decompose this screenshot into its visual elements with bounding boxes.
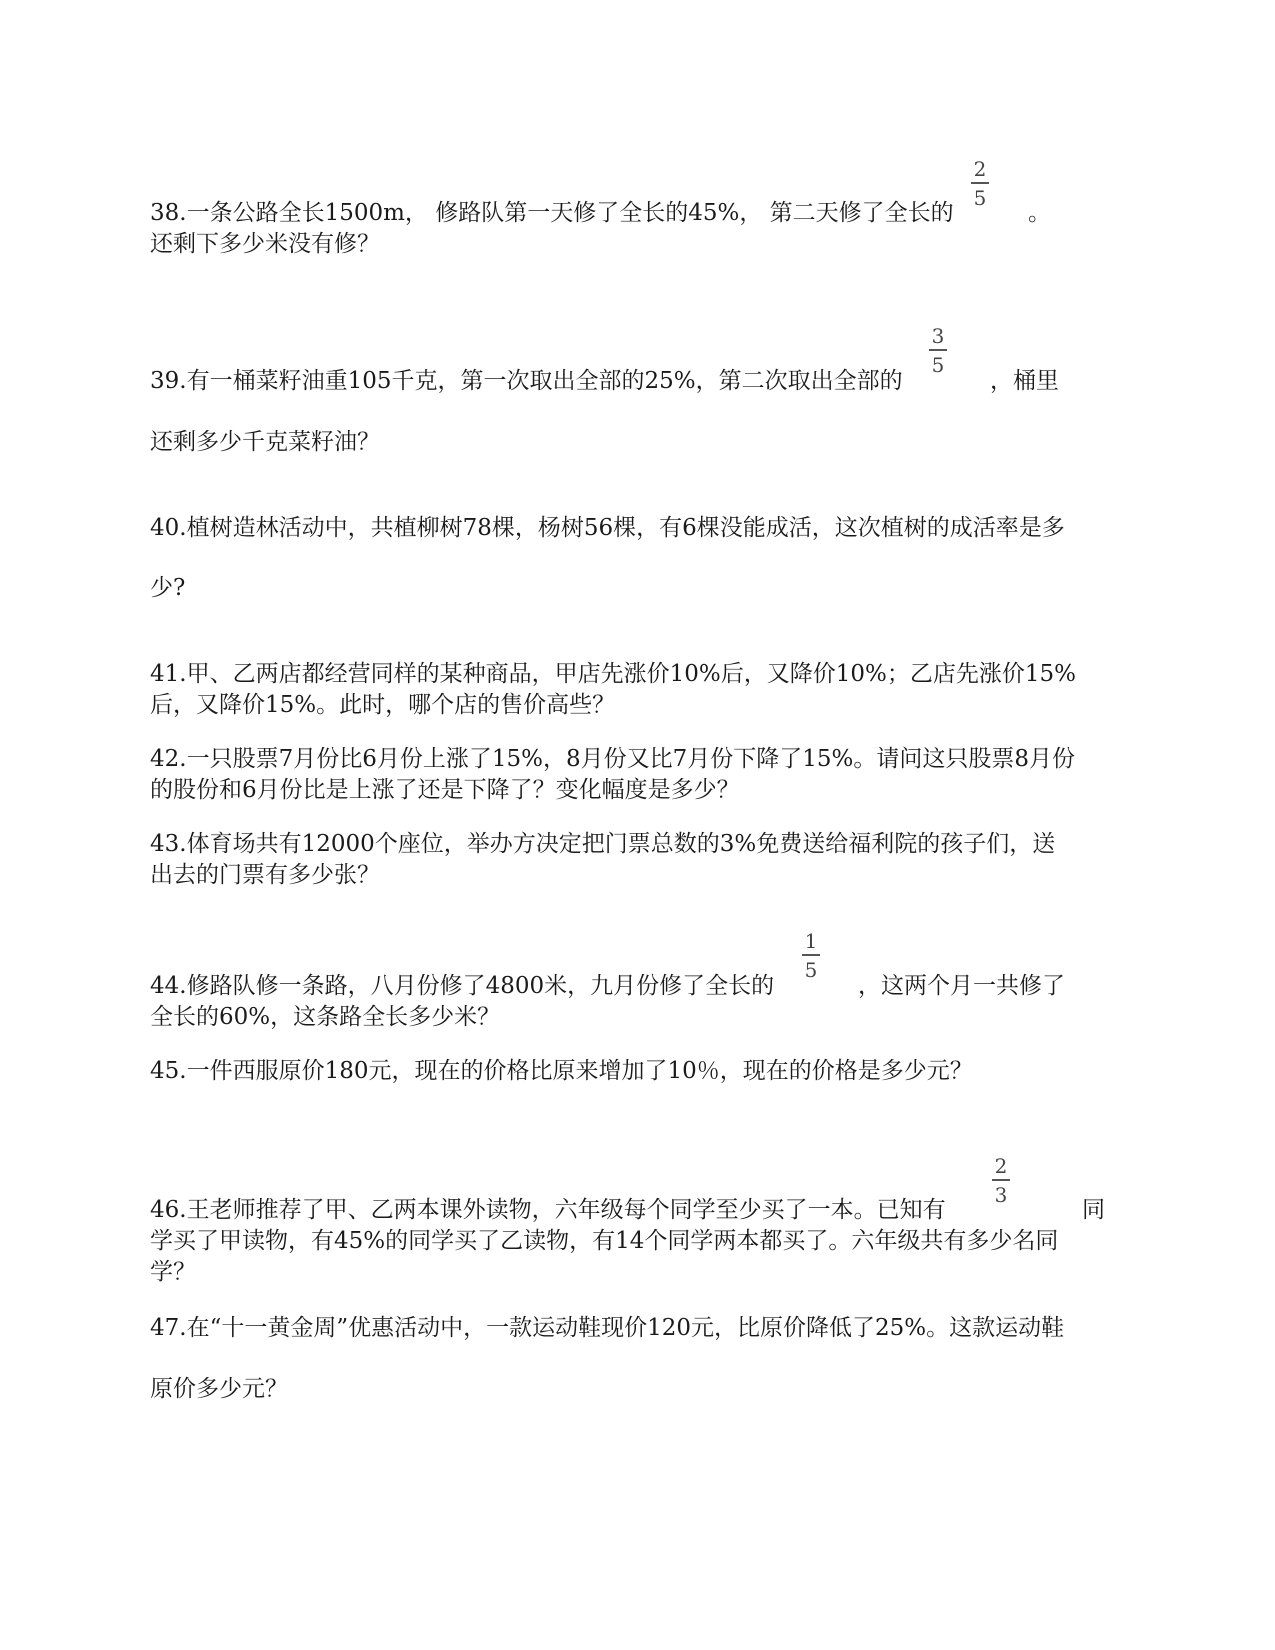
problem-39-line-1: 39.有一桶菜籽油重105千克，第一次取出全部的25%，第二次取出全部的 — [150, 368, 903, 394]
problem-38-line-2: 还剩下多少米没有修？ — [150, 231, 380, 257]
problem-40-line-2: 少? — [150, 575, 186, 601]
problem-46-line-1: 46.王老师推荐了甲、乙两本课外读物，六年级每个同学至少买了一本。已知有 — [150, 1197, 946, 1223]
problem-38-tail: 。 — [1028, 200, 1051, 226]
fraction-44 — [796, 930, 826, 981]
fraction-denominator: 5 — [973, 186, 987, 210]
problem-38-line-1: 38.一条公路全长1500m， 修路队第一天修了全长的45%， 第二天修了全长的 — [150, 200, 954, 226]
problem-39-tail: ，桶里 — [990, 368, 1059, 394]
problem-43-line-1: 43.体育场共有12000个座位，举办方决定把门票总数的3%免费送给福利院的孩子们，送 — [150, 831, 1056, 857]
fraction-bar — [802, 954, 820, 956]
problem-46-line-2: 学买了甲读物，有45%的同学买了乙读物，有14个同学两本都买了。六年级共有多少名同 — [150, 1228, 1059, 1254]
fraction-39 — [923, 325, 953, 376]
fraction-denominator: 5 — [931, 353, 945, 377]
fraction-denominator: 5 — [804, 958, 818, 982]
problem-41-line-1: 41.甲、乙两店都经营同样的某种商品，甲店先涨价10%后，又降价10%；乙店先涨价15% — [150, 661, 1076, 687]
problem-47-line-1: 47.在“十一黄金周”优惠活动中，一款运动鞋现价120元，比原价降低了25%。这款运动鞋 — [150, 1315, 1065, 1341]
problem-44-tail: ，这两个月一共修了 — [858, 973, 1065, 999]
fraction-bar — [992, 1179, 1010, 1181]
problem-46-line-3: 学？ — [150, 1259, 196, 1285]
problem-47-line-2: 原价多少元？ — [150, 1376, 288, 1402]
problem-44-line-1: 44.修路队修一条路，八月份修了4800米，九月份修了全长的 — [150, 973, 775, 999]
problem-42-line-1: 42.一只股票7月份比6月份上涨了15%，8月份又比7月份下降了15%。请问这只股票8月份 — [150, 746, 1075, 772]
problem-45-line-1: 45.一件西服原价180元，现在的价格比原来增加了10％，现在的价格是多少元？ — [150, 1058, 973, 1084]
problem-41-line-2: 后，又降价15%。此时，哪个店的售价高些？ — [150, 692, 616, 718]
fraction-numerator: 3 — [931, 324, 945, 348]
problem-40-line-1: 40.植树造林活动中，共植柳树78棵，杨树56棵，有6棵没能成活，这次植树的成活率是多 — [150, 515, 1065, 541]
fraction-numerator: 2 — [994, 1154, 1008, 1178]
fraction-bar — [971, 182, 989, 184]
fraction-numerator: 2 — [973, 157, 987, 181]
fraction-bar — [929, 349, 947, 351]
problem-39-line-2: 还剩多少千克菜籽油？ — [150, 429, 380, 455]
fraction-numerator: 1 — [804, 929, 818, 953]
fraction-38 — [965, 158, 995, 209]
problem-43-line-2: 出去的门票有多少张？ — [150, 862, 380, 888]
fraction-denominator: 3 — [994, 1183, 1008, 1207]
problem-42-line-2: 的股份和6月份比是上涨了还是下降了？变化幅度是多少？ — [150, 777, 740, 803]
fraction-46 — [986, 1155, 1016, 1206]
problem-44-line-2: 全长的60%，这条路全长多少米？ — [150, 1004, 501, 1030]
problem-46-tail: 同 — [1082, 1197, 1105, 1223]
